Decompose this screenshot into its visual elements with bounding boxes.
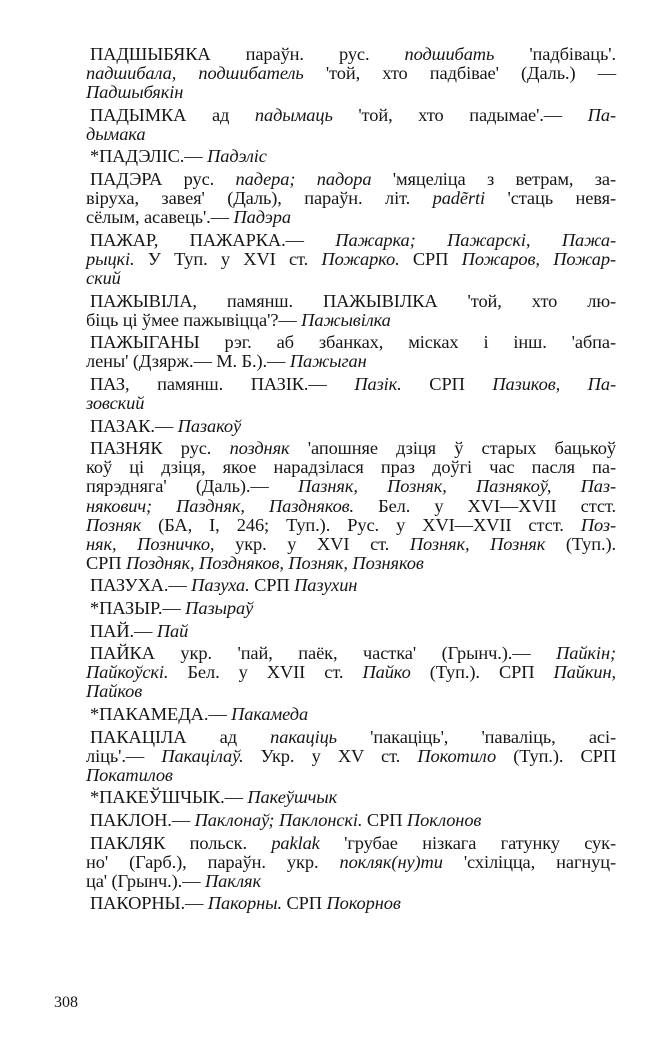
entry-line	[86, 477, 616, 496]
italic-text: Пазік.	[354, 374, 402, 394]
text-run: Бел. у XVII ст.	[168, 662, 363, 683]
entry-line	[86, 622, 616, 641]
text-run: 'апошняе дзіця ў старых бацькоў	[289, 438, 616, 459]
text-run: пярэдняга' (Даль).—	[86, 476, 299, 497]
entry-line	[86, 458, 616, 477]
text-run: (Туп.). СРП	[496, 745, 616, 766]
text-run: ПАЗАК.—	[90, 415, 178, 436]
italic-text: Поклонов	[406, 809, 482, 830]
text-run: лены' (Дзярж.— М. Б.).—	[86, 351, 290, 372]
entry-line	[86, 417, 616, 436]
text-run: *ПАКЕЎШЧЫК.—	[90, 787, 248, 808]
text-run: ПАДШЫБЯКА параўн. рус.	[90, 44, 405, 64]
italic-text: ский	[86, 268, 121, 289]
text-run: ПАДЫМКА ад	[90, 104, 255, 125]
italic-text: някович; Паздняк, Паздняков.	[86, 495, 355, 516]
entry-line	[86, 766, 616, 785]
italic-text: Позняк, Позняк	[409, 533, 546, 554]
entry-line	[86, 516, 616, 535]
text-run: біць ці ўмее пажывіцца'?—	[86, 309, 302, 330]
entry-line	[86, 439, 616, 458]
italic-text: Позняк	[86, 514, 142, 535]
entry-line	[86, 269, 616, 288]
entry-line	[86, 125, 616, 144]
dictionary-entry	[86, 147, 616, 166]
text-run: (БА, I, 246; Туп.). Рус. у XVI—XVII стст.	[141, 514, 581, 535]
text-run: ца' (Грынч.).—	[86, 870, 205, 891]
italic-text: Пакеўшчык	[247, 787, 338, 808]
italic-text: Пайко	[362, 662, 411, 683]
entry-line	[86, 147, 616, 166]
text-run: ПАЙКА укр. 'пай, паёк, частка' (Грынч.).—	[90, 643, 557, 664]
italic-text: paklak	[271, 832, 320, 853]
text-run: 'падбіваць'.	[494, 44, 617, 64]
text-run: (Туп.).	[545, 533, 616, 554]
text-run: 'схіліцца, нагнуц-	[442, 851, 616, 872]
dictionary-entry	[86, 106, 616, 144]
text-run: ліць'.—	[86, 745, 162, 766]
entry-line	[86, 811, 616, 830]
italic-text: Пайкин,	[553, 662, 616, 683]
italic-text: Падэра	[233, 207, 291, 228]
text-run: СРП	[401, 374, 493, 394]
italic-text: Пай	[156, 620, 189, 641]
entry-line	[86, 64, 616, 83]
italic-text: Па-	[587, 104, 616, 125]
italic-text: падера; падора	[235, 169, 372, 190]
italic-text: Пожаров, Пожар-	[461, 248, 616, 269]
entry-line	[86, 576, 616, 595]
dictionary-entry	[86, 375, 616, 413]
text-run: СРП	[399, 248, 462, 269]
entry-line	[86, 535, 616, 554]
text-run: 'грубае нізкага гатунку сук-	[319, 832, 616, 853]
italic-text: Пайкін;	[556, 643, 616, 664]
text-run: ПАКЛЯК польск.	[90, 832, 272, 853]
italic-text: Пайкоўскі.	[86, 662, 169, 683]
entry-line	[86, 311, 616, 330]
dictionary-entry	[86, 834, 616, 891]
entry-line	[86, 599, 616, 618]
italic-text: Поздняк, Поздняков, Позняк, Позняков	[125, 552, 424, 573]
entry-line	[86, 333, 616, 352]
italic-text: Покатилов	[86, 764, 173, 785]
text-run: У Туп. у XVI ст.	[134, 248, 322, 269]
italic-text: Пайков	[86, 681, 143, 702]
italic-text: подшибать	[404, 44, 495, 64]
entry-line	[86, 682, 616, 701]
italic-text: Пакляк	[204, 870, 261, 891]
entry-line	[86, 834, 616, 853]
italic-text: Падшыбякін	[86, 82, 184, 103]
text-run: ПАЗ, памянш. ПАЗІК.—	[90, 374, 355, 394]
dictionary-entry	[86, 292, 616, 330]
text-run: СРП	[281, 893, 327, 914]
dictionary-entry	[86, 705, 616, 724]
entry-line	[86, 872, 616, 891]
text-run: *ПАКАМЕДА.—	[90, 704, 232, 724]
dictionary-entry	[86, 599, 616, 618]
italic-text: Пажывілка	[301, 309, 391, 330]
italic-text: падшибала, подшибатель	[86, 63, 304, 84]
entries-column	[86, 45, 616, 917]
text-run: ПАЖАР, ПАЖАРКА.—	[90, 229, 336, 250]
text-run: 'пакаціць', 'паваліць, асі-	[336, 726, 616, 747]
text-run: (Туп.). СРП	[410, 662, 554, 683]
italic-text: пакаціць	[270, 726, 337, 747]
dictionary-entry	[86, 894, 616, 913]
entry-line	[86, 170, 616, 189]
italic-text: зовский	[86, 393, 145, 414]
entry-line	[86, 231, 616, 250]
dictionary-entry	[86, 170, 616, 227]
italic-text: Пажарка; Пажарскі, Пажа-	[335, 229, 616, 250]
text-run: 'той, хто падбівае' (Даль.) —	[303, 63, 617, 84]
dictionary-entry	[86, 231, 616, 288]
text-run: *ПАЗЫР.—	[90, 598, 186, 619]
italic-text: Пажыган	[289, 351, 367, 372]
entry-line	[86, 106, 616, 125]
text-run: ПАЖЫВІЛА, памянш. ПАЖЫВІЛКА 'той, хто лю-	[90, 290, 616, 311]
dictionary-entry	[86, 788, 616, 807]
italic-text: Пазиков, Па-	[492, 374, 616, 394]
text-run: СРП	[249, 575, 295, 596]
entry-line	[86, 45, 616, 64]
dictionary-entry	[86, 576, 616, 595]
italic-text: Падэліс	[207, 146, 267, 167]
italic-text: padẽrti	[432, 188, 486, 209]
entry-line	[86, 788, 616, 807]
entry-line	[86, 497, 616, 516]
text-run: ПАКОРНЫ.—	[90, 893, 208, 914]
entry-line	[86, 292, 616, 311]
text-run: ПАКЛОН.—	[90, 809, 195, 830]
text-run: Укр. у XV ст.	[243, 745, 418, 766]
text-run: но' (Гарб.), параўн. укр.	[86, 851, 340, 872]
text-run: 'стаць невя-	[485, 188, 616, 209]
dictionary-entry	[86, 417, 616, 436]
dictionary-entry	[86, 811, 616, 830]
italic-text: поздняк	[229, 438, 290, 459]
text-run: ПАЗУХА.—	[90, 575, 192, 596]
italic-text: покляк(ну)ти	[339, 851, 443, 872]
text-run: коў ці дзіця, якое нарадзілася праз доўгі час пасля па-	[86, 457, 616, 478]
italic-text: няк, Позничко,	[86, 533, 215, 554]
italic-text: Пожарко.	[321, 248, 400, 269]
text-run: ПАЗНЯК рус.	[90, 438, 230, 459]
italic-text: Пакацілаў.	[161, 745, 244, 766]
italic-text: Пазуха.	[191, 575, 250, 596]
entry-line	[86, 394, 616, 413]
italic-text: падымаць	[254, 104, 333, 125]
entry-line	[86, 189, 616, 208]
text-run: укр. у XVI ст.	[214, 533, 410, 554]
italic-text: Пазыраў	[185, 598, 254, 619]
text-run: 'мяцеліца з ветрам, за-	[371, 169, 616, 190]
text-run: *ПАДЭЛІС.—	[90, 146, 208, 167]
italic-text: Пакамеда	[231, 704, 309, 724]
dictionary-entry	[86, 333, 616, 371]
italic-text: Пакорны.	[207, 893, 282, 914]
text-run: ПАКАЦІЛА ад	[90, 726, 271, 747]
italic-text: Покорнов	[326, 893, 401, 914]
entry-line	[86, 352, 616, 371]
italic-text: Пазухин	[294, 575, 358, 596]
entry-line	[86, 705, 616, 724]
text-run: Бел. у XVI—XVII стст.	[354, 495, 616, 516]
entry-line	[86, 894, 616, 913]
dictionary-entry	[86, 728, 616, 785]
entry-line	[86, 644, 616, 663]
entry-line	[86, 747, 616, 766]
italic-text: Пазакоў	[177, 415, 242, 436]
page-number: 308	[54, 994, 78, 1011]
text-run: ПАДЭРА рус.	[90, 169, 236, 190]
italic-text: Поз-	[580, 514, 616, 535]
text-run: СРП	[86, 552, 126, 573]
text-run: СРП	[362, 809, 407, 830]
entry-line	[86, 250, 616, 269]
text-run: 'той, хто падымае'.—	[332, 104, 588, 125]
dictionary-entry	[86, 644, 616, 701]
text-run: сёлым, асавець'.—	[86, 207, 234, 228]
text-run: ПАЙ.—	[90, 620, 157, 641]
entry-line	[86, 554, 616, 573]
entry-line	[86, 83, 616, 102]
entry-line	[86, 663, 616, 682]
italic-text: Покотило	[417, 745, 497, 766]
dictionary-entry	[86, 622, 616, 641]
text-run: ПАЖЫГАНЫ рэг. аб збанках, місках і інш. 'абпа-	[90, 332, 616, 353]
italic-text: дымака	[86, 123, 146, 144]
entry-line	[86, 728, 616, 747]
italic-text: Паклонаў; Паклонскі.	[194, 809, 363, 830]
entry-line	[86, 853, 616, 872]
entry-line	[86, 208, 616, 227]
dictionary-entry	[86, 439, 616, 573]
text-run: віруха, завея' (Даль), параўн. літ.	[86, 188, 433, 209]
italic-text: Пазняк, Позняк, Пазнякоў, Паз-	[298, 476, 616, 497]
italic-text: рыцкі.	[86, 248, 135, 269]
entry-line	[86, 375, 616, 394]
dictionary-entry	[86, 45, 616, 102]
